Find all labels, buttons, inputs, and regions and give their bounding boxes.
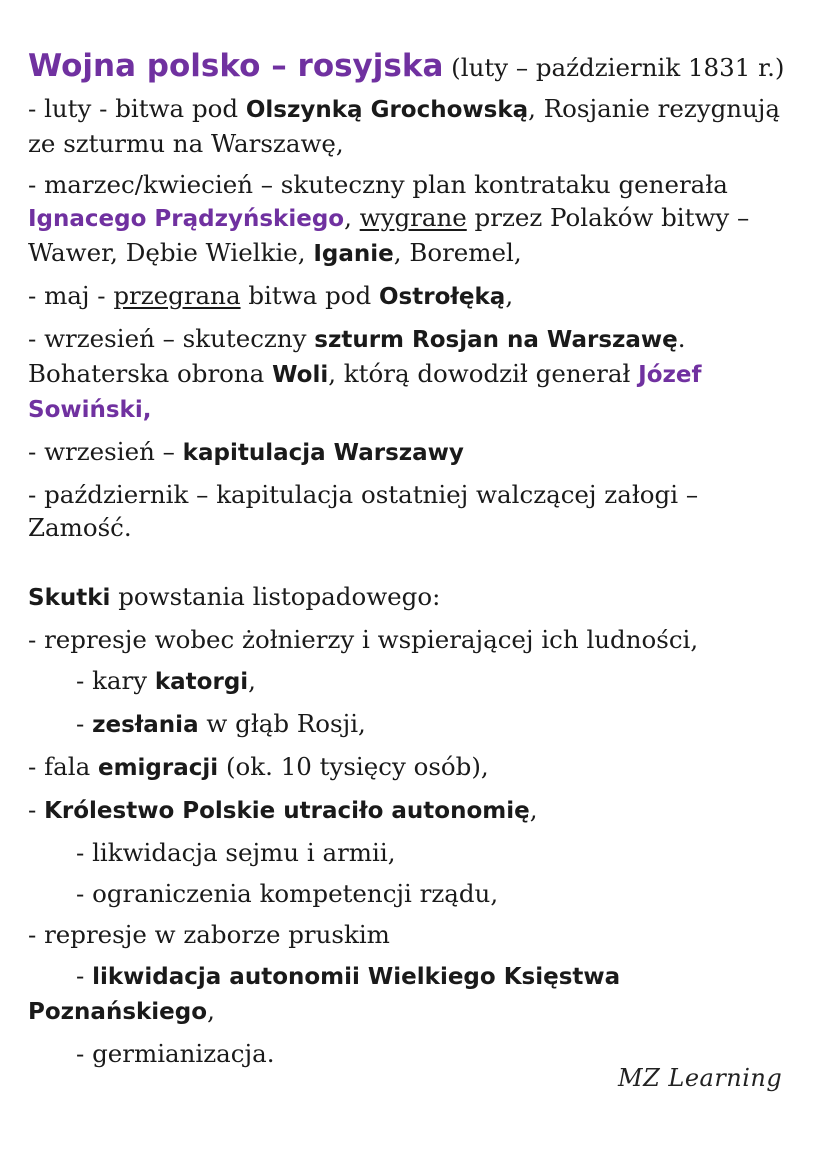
document-page (28, 50, 808, 1078)
effect-prussia (28, 918, 808, 951)
general-name: Ignacego Prądzyńskiego (28, 206, 345, 232)
effect-text: - fala (28, 752, 98, 781)
title-dates: (luty – październik 1831 r.) (443, 53, 785, 82)
event-bold: kapitulacja Warszawy (182, 440, 464, 466)
effect-bold: emigracji (97, 755, 219, 781)
event-february (28, 92, 808, 160)
underlined-word: wygrane (359, 203, 467, 232)
effects-heading (28, 580, 808, 615)
title-main: Wojna polsko – rosyjska (28, 48, 444, 84)
event-march-april (28, 168, 808, 271)
effect-text: , (248, 666, 256, 695)
section-gap (28, 552, 808, 580)
effects-heading-bold: Skutki (28, 585, 111, 611)
effect-repressions (28, 623, 808, 656)
effect-text: - represje w zaborze pruskim (28, 920, 390, 949)
effect-text: - germianizacja. (76, 1039, 275, 1068)
general-name: Józef Sowiński, (28, 362, 702, 423)
event-text: , (505, 281, 514, 310)
event-september-assault (28, 322, 808, 427)
event-text: bitwa pod (240, 281, 379, 310)
event-text: - wrzesień – skuteczny (28, 324, 315, 353)
effect-text: , (207, 996, 215, 1025)
event-text: . Bohaterska obrona (28, 324, 686, 388)
effect-zeslania (28, 707, 808, 742)
effect-bold: zesłania (92, 712, 199, 738)
event-text: - marzec/kwiecień – skuteczny plan kontrataku generała (28, 170, 728, 199)
effect-text: - (76, 709, 93, 738)
underlined-word: przegrana (113, 281, 241, 310)
effect-text: - likwidacja sejmu i armii, (76, 838, 396, 867)
effect-text: - represje wobec żołnierzy i wspierającej ich ludności, (28, 625, 699, 654)
effect-katorgi (28, 664, 808, 699)
effect-text: (ok. 10 tysięcy osób), (218, 752, 489, 781)
effect-duchy (28, 959, 808, 1029)
effect-text: - (28, 795, 45, 824)
effect-bold: Królestwo Polskie utraciło autonomię (44, 798, 530, 824)
effect-kingdom (28, 793, 808, 828)
effect-text: - (76, 961, 93, 990)
effect-government (28, 877, 808, 910)
effect-text: w głąb Rosji, (198, 709, 366, 738)
author-signature: MZ Learning (618, 1064, 783, 1092)
event-text: , Rosjanie rezygnują ze szturmu na Warszawę, (28, 94, 781, 158)
document-title (28, 50, 808, 84)
effect-bold: katorgi (154, 669, 249, 695)
event-text: , (344, 203, 360, 232)
event-bold: Olszynką Grochowską (245, 97, 529, 123)
effect-sejm (28, 836, 808, 869)
effect-text: , (529, 795, 538, 824)
event-text: , Boremel, (393, 238, 522, 267)
event-text: , którą dowodził generał (328, 359, 639, 388)
effects-heading-text: powstania listopadowego: (110, 582, 441, 611)
effect-emigration (28, 750, 808, 785)
event-text: przez Polaków bitwy – Wawer, Dębie Wielkie, (28, 203, 750, 267)
event-september-capitulation (28, 435, 808, 470)
event-bold: Woli (272, 362, 329, 388)
event-text: - luty - bitwa pod (28, 94, 246, 123)
event-may (28, 279, 808, 314)
event-text: - październik – kapitulacja ostatniej walczącej załogi – Zamość. (28, 480, 699, 542)
event-text: - wrzesień – (28, 437, 183, 466)
effect-text: - kary (76, 666, 155, 695)
event-october (28, 478, 808, 544)
event-bold: Ostrołęką (379, 284, 506, 310)
effect-bold: likwidacja autonomii Wielkiego Księstwa Poznańskiego (28, 964, 621, 1025)
event-bold: szturm Rosjan na Warszawę (314, 327, 678, 353)
event-text: - maj - (28, 281, 114, 310)
event-bold: Iganie (313, 241, 394, 267)
effect-text: - ograniczenia kompetencji rządu, (76, 879, 499, 908)
